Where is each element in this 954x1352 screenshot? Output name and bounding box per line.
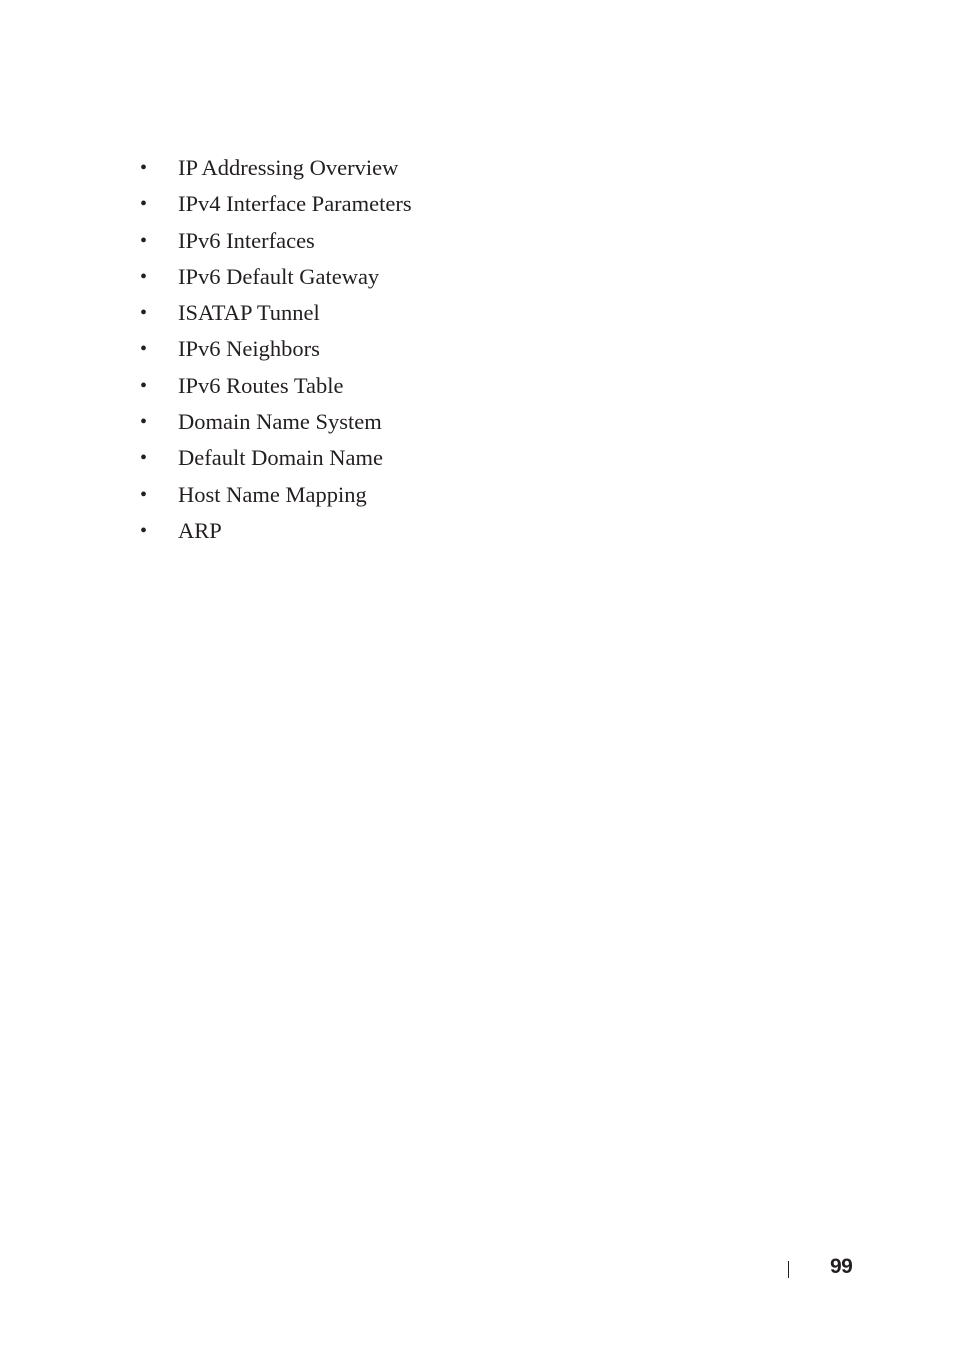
list-item [138,513,412,549]
page-footer [780,1252,860,1282]
bullet-icon: • [140,193,148,216]
list-item-label: IPv6 Neighbors [178,336,320,362]
bullet-icon: • [140,519,148,542]
bullet-icon: • [140,338,148,361]
bullet-icon: • [140,302,148,325]
list-item [138,223,412,259]
list-item [138,150,412,186]
list-item-label: ISATAP Tunnel [178,300,320,326]
list-item [138,186,412,222]
bullet-icon: • [140,447,148,470]
list-item-label: IP Addressing Overview [178,155,399,180]
list-item-label: IPv4 Interface Parameters [178,191,412,217]
bullet-icon: • [140,374,148,397]
list-item-label: IPv6 Interfaces [178,227,315,253]
list-item [138,259,412,295]
list-item-label: Default Domain Name [178,445,383,471]
bullet-icon: • [140,229,148,252]
list-item [138,440,412,476]
list-item [138,331,412,367]
list-item-label: ARP [178,517,222,543]
bullet-icon: • [140,157,148,179]
list-item-label: Domain Name System [178,409,382,435]
list-item [138,295,412,331]
list-item-label: Host Name Mapping [178,481,367,507]
page-number: 99 [830,1255,853,1278]
bullet-icon: • [140,265,148,288]
list-item-label: IPv6 Routes Table [178,372,344,398]
topic-list [138,150,412,549]
footer-divider [788,1261,789,1278]
bullet-icon: • [140,483,148,506]
bullet-icon: • [140,411,148,434]
list-item [138,404,412,440]
list-item [138,368,412,404]
list-item [138,477,412,513]
list-item-label: IPv6 Default Gateway [178,263,380,289]
